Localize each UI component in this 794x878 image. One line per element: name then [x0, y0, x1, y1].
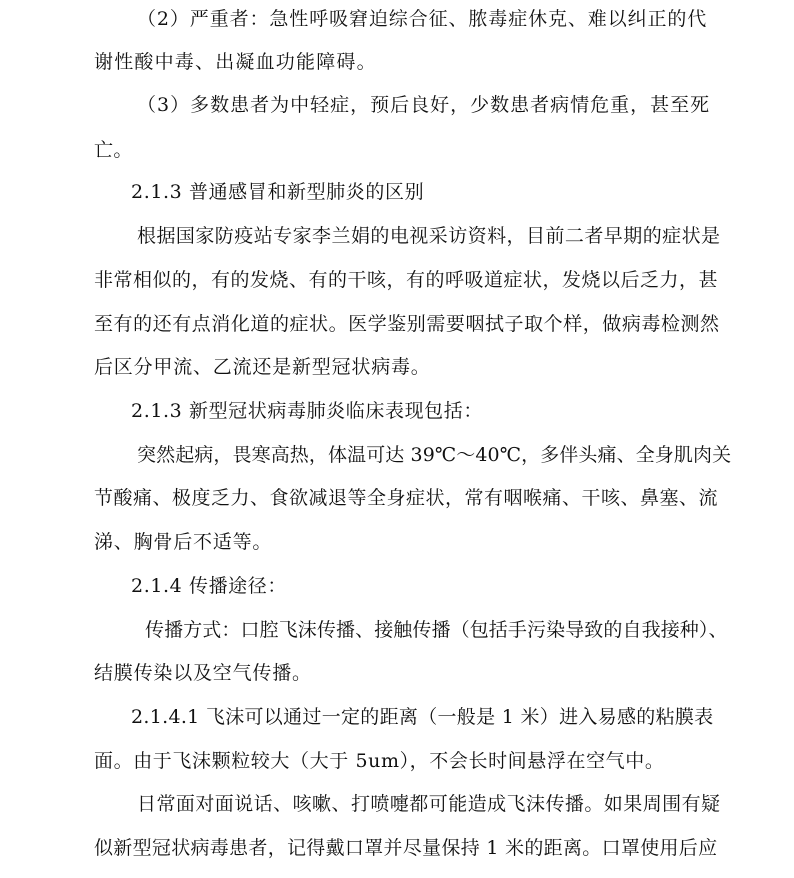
paragraph-line: 非常相似的，有的发烧、有的干咳，有的呼吸道症状，发烧以后乏力，甚 [94, 269, 719, 291]
paragraph-line: 似新型冠状病毒患者，记得戴口罩并尽量保持 1 米的距离。口罩使用后应 [94, 837, 718, 859]
paragraph-line: 面。由于飞沫颗粒较大（大于 5um），不会长时间悬浮在空气中。 [94, 750, 665, 772]
paragraph-line: 结膜传染以及空气传播。 [94, 662, 312, 684]
paragraph-line: 谢性酸中毒、出凝血功能障碍。 [94, 51, 377, 73]
section-heading: 2.1.3 新型冠状病毒肺炎临床表现包括： [131, 400, 483, 422]
paragraph-line: 涕、胸骨后不适等。 [94, 531, 273, 553]
paragraph-line: 日常面对面说话、咳嗽、打喷嚏都可能造成飞沫传播。如果周围有疑 [137, 793, 721, 815]
paragraph-line: 后区分甲流、乙流还是新型冠状病毒。 [94, 356, 431, 378]
paragraph-line: 突然起病，畏寒高热，体温可达 39℃～40℃，多伴头痛、全身肌肉关 [137, 444, 732, 466]
section-heading: 2.1.4.1 飞沫可以通过一定的距离（一般是 1 米）进入易感的粘膜表 [131, 706, 714, 728]
section-heading: 2.1.4 传播途径： [131, 575, 287, 597]
paragraph-line: 根据国家防疫站专家李兰娟的电视采访资料，目前二者早期的症状是 [137, 225, 721, 247]
paragraph-line: 传播方式：口腔飞沫传播、接触传播（包括手污染导致的自我接种）、 [145, 619, 728, 641]
paragraph-line: （2）严重者：急性呼吸窘迫综合征、脓毒症休克、难以纠正的代 [137, 8, 708, 30]
paragraph-line: 至有的还有点消化道的症状。医学鉴别需要咽拭子取个样，做病毒检测然 [94, 313, 720, 335]
section-heading: 2.1.3 普通感冒和新型肺炎的区别 [131, 181, 425, 203]
paragraph-line: 亡。 [94, 139, 133, 161]
paragraph-line: （3）多数患者为中轻症，预后良好，少数患者病情危重，甚至死 [137, 94, 711, 116]
paragraph-line: 节酸痛、极度乏力、食欲减退等全身症状，常有咽喉痛、干咳、鼻塞、流 [94, 487, 719, 509]
